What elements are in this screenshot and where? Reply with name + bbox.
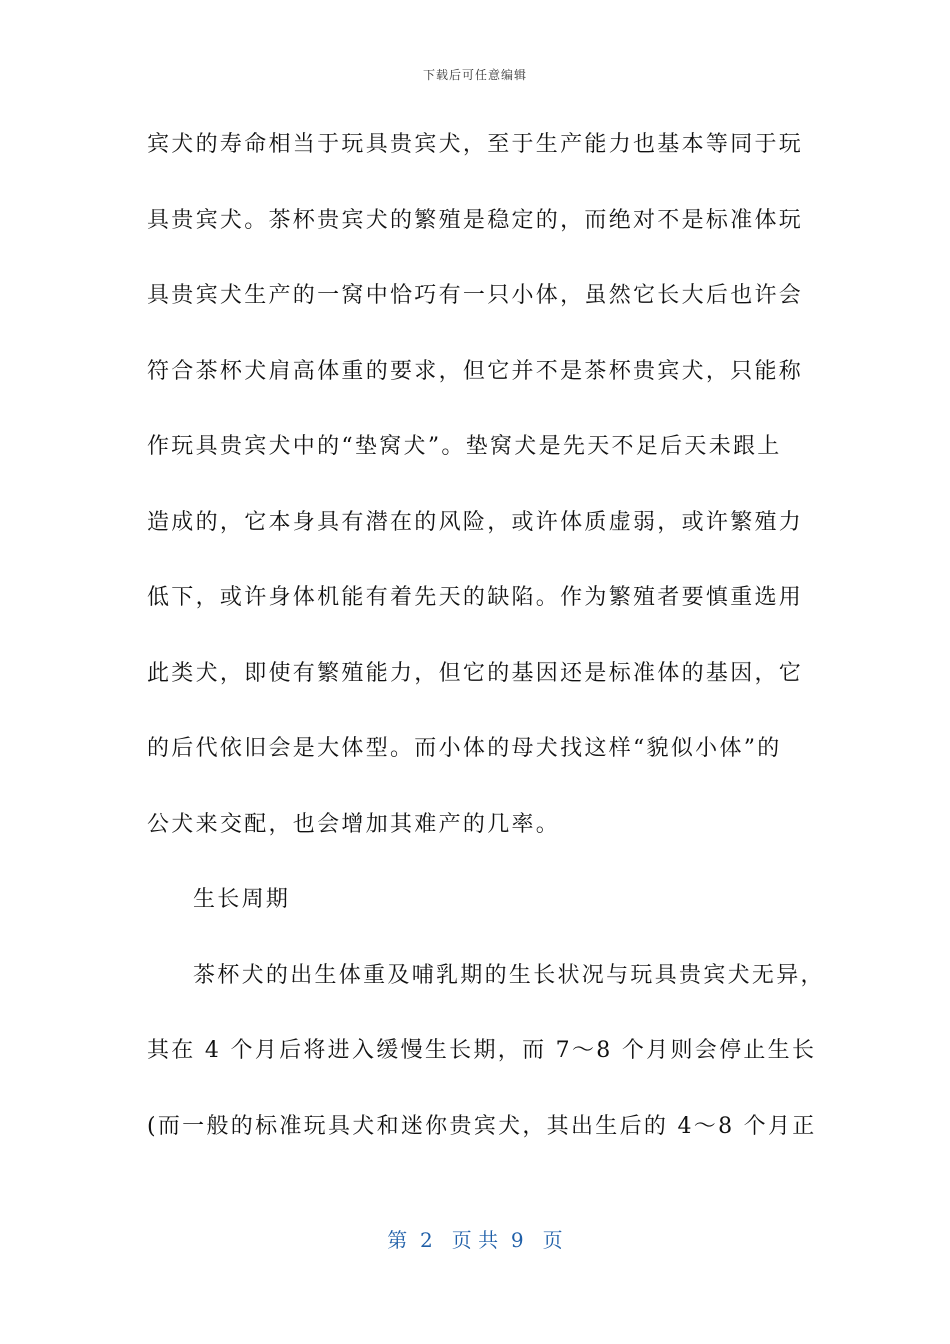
text-line: 茶杯犬的出生体重及哺乳期的生长状况与玩具贵宾犬无异，: [193, 962, 825, 988]
text-line: (而一般的标准玩具犬和迷你贵宾犬，其出生后的 4～8 个月正: [147, 1113, 817, 1139]
text-line: 具贵宾犬。茶杯贵宾犬的繁殖是稳定的，而绝对不是标准体玩: [147, 207, 804, 233]
text-line: 符合茶杯犬肩高体重的要求，但它并不是茶杯贵宾犬，只能称: [147, 358, 804, 384]
text-line: 宾犬的寿命相当于玩具贵宾犬，至于生产能力也基本等同于玩: [147, 132, 804, 157]
text-line: 此类犬，即使有繁殖能力，但它的基因还是标准体的基因，它: [147, 660, 804, 686]
text-line: 公犬来交配，也会增加其难产的几率。: [147, 811, 561, 837]
page-header: 下载后可任意编辑: [422, 68, 527, 82]
document-body: [147, 122, 825, 1179]
text-line: 低下，或许身体机能有着先天的缺陷。作为繁殖者要慎重选用: [147, 585, 804, 610]
text-line: 的后代依旧会是大体型。而小体的母犬找这样“貌似小体”的: [147, 736, 782, 761]
text-line: 造成的，它本身具有潜在的风险，或许体质虚弱，或许繁殖力: [147, 509, 804, 535]
text-line: 具贵宾犬生产的一窝中恰巧有一只小体，虽然它长大后也许会: [147, 283, 804, 308]
page-number-footer: 第 2 页 共 9 页: [387, 1228, 563, 1252]
text-line: 作玩具贵宾犬中的“垫窝犬”。垫窝犬是先天不足后天未跟上: [147, 434, 782, 459]
text-line: 其在 4 个月后将进入缓慢生长期，而 7～8 个月则会停止生长: [147, 1038, 817, 1063]
section-heading: 生长周期: [193, 887, 291, 912]
